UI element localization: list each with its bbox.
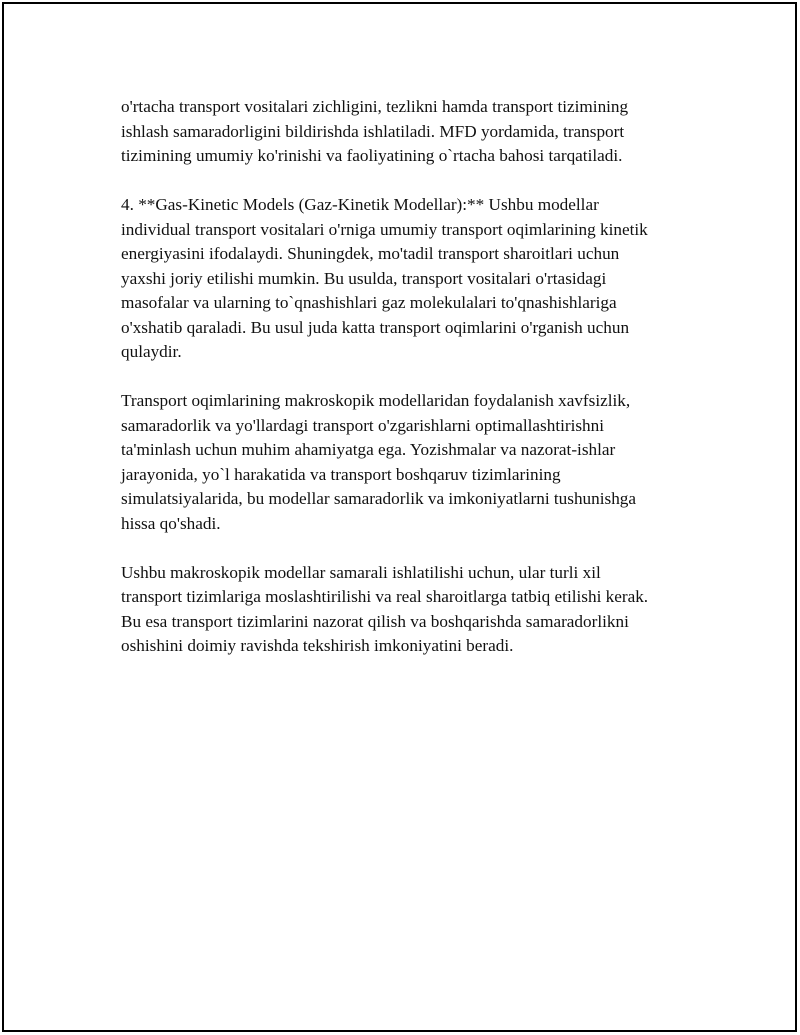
text-line: simulatsiyalarida, bu modellar samaradorlik va imkoniyatlarni tushunishga	[121, 489, 637, 508]
paragraph-conclusion	[121, 561, 681, 659]
text-line: tizimining umumiy ko'rinishi va faoliyatining o`rtacha bahosi tarqatiladi.	[121, 146, 623, 165]
text-line: hissa qo'shadi.	[121, 513, 221, 533]
text-line: ishlash samaradorligini bildirishda ishlatiladi. MFD yordamida, transport	[121, 121, 625, 141]
text-line: Ushbu makroskopik modellar samarali ishlatilishi uchun, ular turli xil	[121, 562, 601, 582]
text-line: samaradorlik va yo'llardagi transport o'zgarishlarni optimallashtirishni	[121, 415, 605, 435]
text-line: Bu esa transport tizimlarini nazorat qilish va boshqarishda samaradorlikni	[121, 611, 629, 631]
text-line: jarayonida, yo`l harakatida va transport boshqaruv tizimlarining	[121, 464, 561, 484]
paragraph-gas-kinetic-models	[121, 193, 681, 365]
text-line: individual transport vositalari o'rniga umumiy transport oqimlarining kinetik	[121, 219, 648, 239]
text-line: oshishini doimiy ravishda tekshirish imkoniyatini beradi.	[121, 636, 514, 655]
text-line: ta'minlash uchun muhim ahamiyatga ega. Yozishmalar va nazorat-ishlar	[121, 440, 616, 459]
text-line: transport tizimlariga moslashtirilishi va real sharoitlarga tatbiq etilishi kerak.	[121, 587, 649, 606]
document-body	[121, 95, 681, 683]
text-line: qulaydir.	[121, 342, 182, 361]
text-line: o'rtacha transport vositalari zichligini, tezlikni hamda transport tizimining	[121, 97, 629, 116]
text-line: masofalar va ularning to`qnashishlari gaz molekulalari to'qnashishlariga	[121, 293, 617, 312]
text-line: 4. **Gas-Kinetic Models (Gaz-Kinetik Modellar):** Ushbu modellar	[121, 195, 599, 214]
text-line: yaxshi joriy etilishi mumkin. Bu usulda, transport vositalari o'rtasidagi	[121, 268, 607, 288]
paragraph-macroscopic-benefits	[121, 389, 681, 536]
page-frame	[2, 2, 797, 1032]
text-line: o'xshatib qaraladi. Bu usul juda katta transport oqimlarini o'rganish uchun	[121, 317, 630, 337]
paragraph-mfd-continuation	[121, 95, 681, 169]
text-line: energiyasini ifodalaydi. Shuningdek, mo'tadil transport sharoitlari uchun	[121, 244, 620, 263]
text-line: Transport oqimlarining makroskopik modellaridan foydalanish xavfsizlik,	[121, 391, 631, 410]
